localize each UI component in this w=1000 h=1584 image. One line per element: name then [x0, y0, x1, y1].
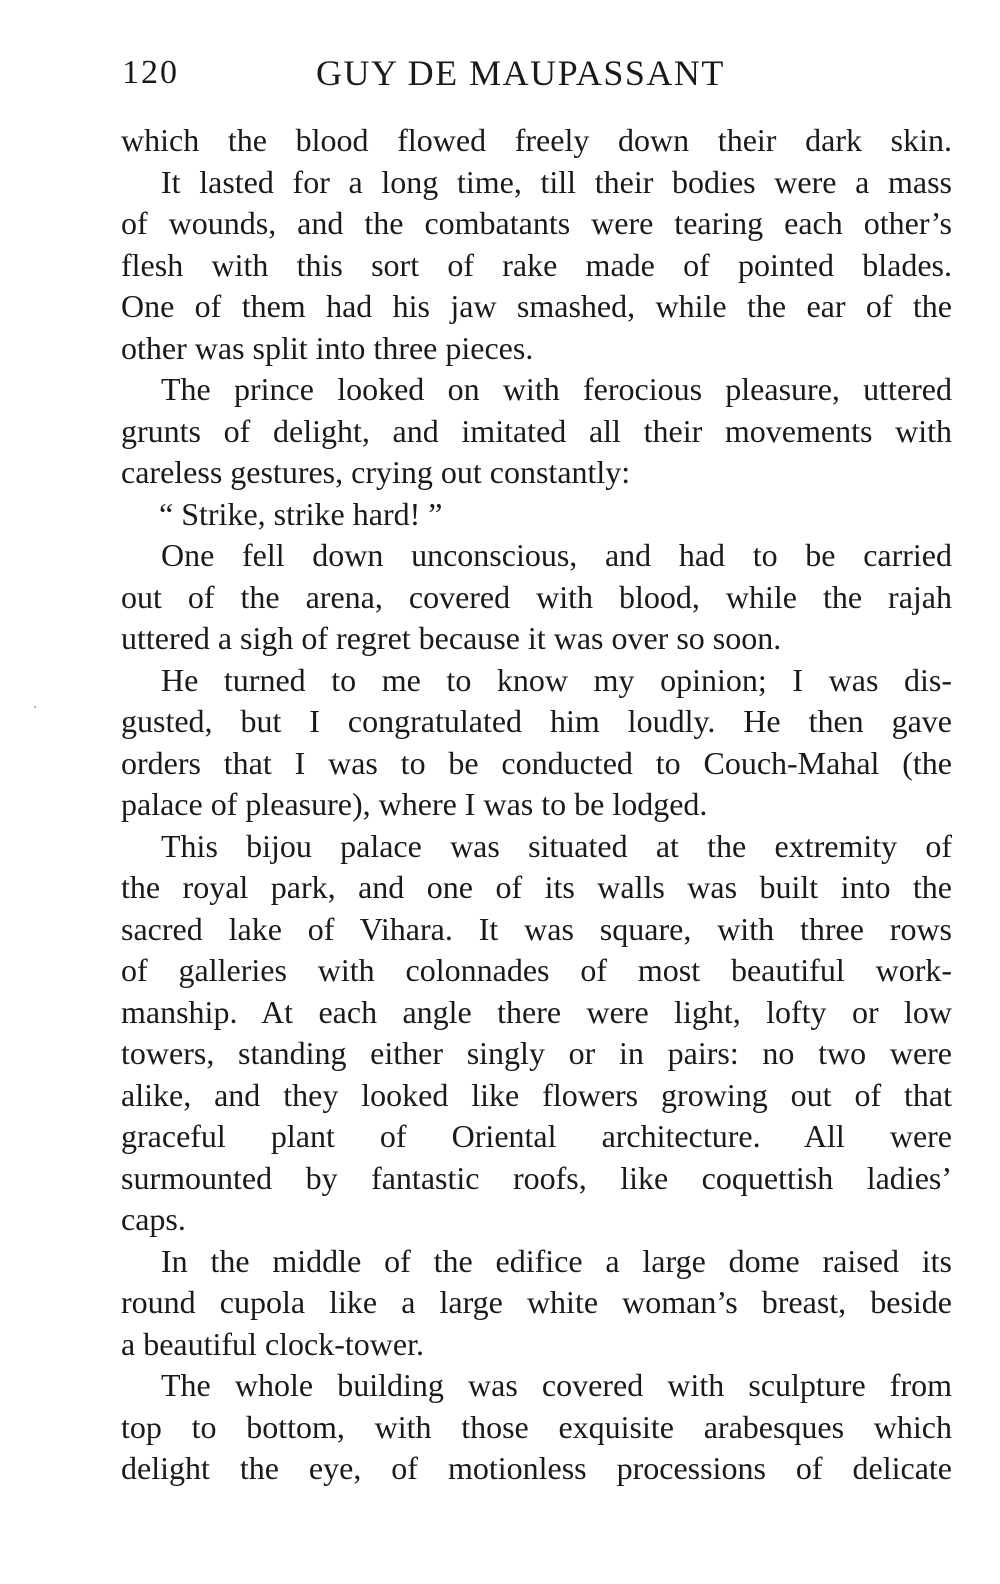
text-line: grunts of delight, and imitated all their movements with [121, 412, 952, 449]
text-line: sacred lake of Vihara. It was square, with three rows [121, 910, 952, 947]
text-line: out of the arena, covered with blood, while the rajah [121, 578, 952, 615]
margin-speck [34, 706, 36, 708]
text-line: uttered a sigh of regret because it was over so soon. [121, 620, 782, 656]
quoted-speech-line: “ Strike, strike hard! ” [159, 495, 443, 532]
text-line: manship. At each angle there were light, lofty or low [121, 993, 952, 1030]
text-line: of wounds, and the combatants were tearing each other’s [121, 205, 952, 241]
paragraph-start-line: He turned to me to know my opinion; I was dis- [161, 661, 952, 698]
running-title: GUY DE MAUPASSANT [316, 53, 725, 93]
text-line: graceful plant of Oriental architecture. All were [121, 1118, 952, 1154]
text-line: flesh with this sort of rake made of pointed blades. [121, 246, 952, 283]
paragraph-start-line: In the middle of the edifice a large dome raised its [161, 1242, 952, 1279]
text-line: surmounted by fantastic roofs, like coquettish ladies’ [121, 1159, 952, 1196]
text-line: palace of pleasure), where I was to be lodged. [121, 786, 708, 822]
body-text [121, 120, 952, 1490]
text-line: the royal park, and one of its walls was built into the [121, 869, 952, 905]
paragraph-start-line: The prince looked on with ferocious pleasure, uttered [161, 371, 952, 407]
text-line: gusted, but I congratulated him loudly. He then gave [121, 703, 952, 739]
text-line: of galleries with colonnades of most beautiful work- [121, 952, 952, 988]
text-line: round cupola like a large white woman’s breast, beside [121, 1284, 952, 1320]
paragraph-start-line: The whole building was covered with sculpture from [161, 1367, 952, 1403]
text-line: towers, standing either singly or in pairs: no two were [121, 1035, 952, 1071]
text-line: caps. [121, 1201, 186, 1237]
text-line: alike, and they looked like flowers growing out of that [121, 1076, 952, 1113]
text-line: a beautiful clock-tower. [121, 1325, 424, 1362]
page-number: 120 [122, 54, 179, 91]
paragraph-start-line: One fell down unconscious, and had to be carried [161, 537, 952, 573]
text-line: careless gestures, crying out constantly: [121, 454, 631, 490]
text-line: other was split into three pieces. [121, 329, 534, 366]
text-line: One of them had his jaw smashed, while the ear of the [121, 288, 952, 324]
text-line: delight the eye, of motionless processions of delicate [121, 1450, 952, 1486]
paragraph-start-line: This bijou palace was situated at the extremity of [161, 827, 952, 864]
text-line: top to bottom, with those exquisite arabesques which [121, 1408, 952, 1445]
text-line: which the blood flowed freely down their dark skin. [121, 122, 952, 158]
paragraph-start-line: It lasted for a long time, till their bodies were a mass [161, 163, 952, 200]
text-line: orders that I was to be conducted to Couch-Mahal (the [121, 744, 952, 781]
running-head [120, 48, 952, 98]
